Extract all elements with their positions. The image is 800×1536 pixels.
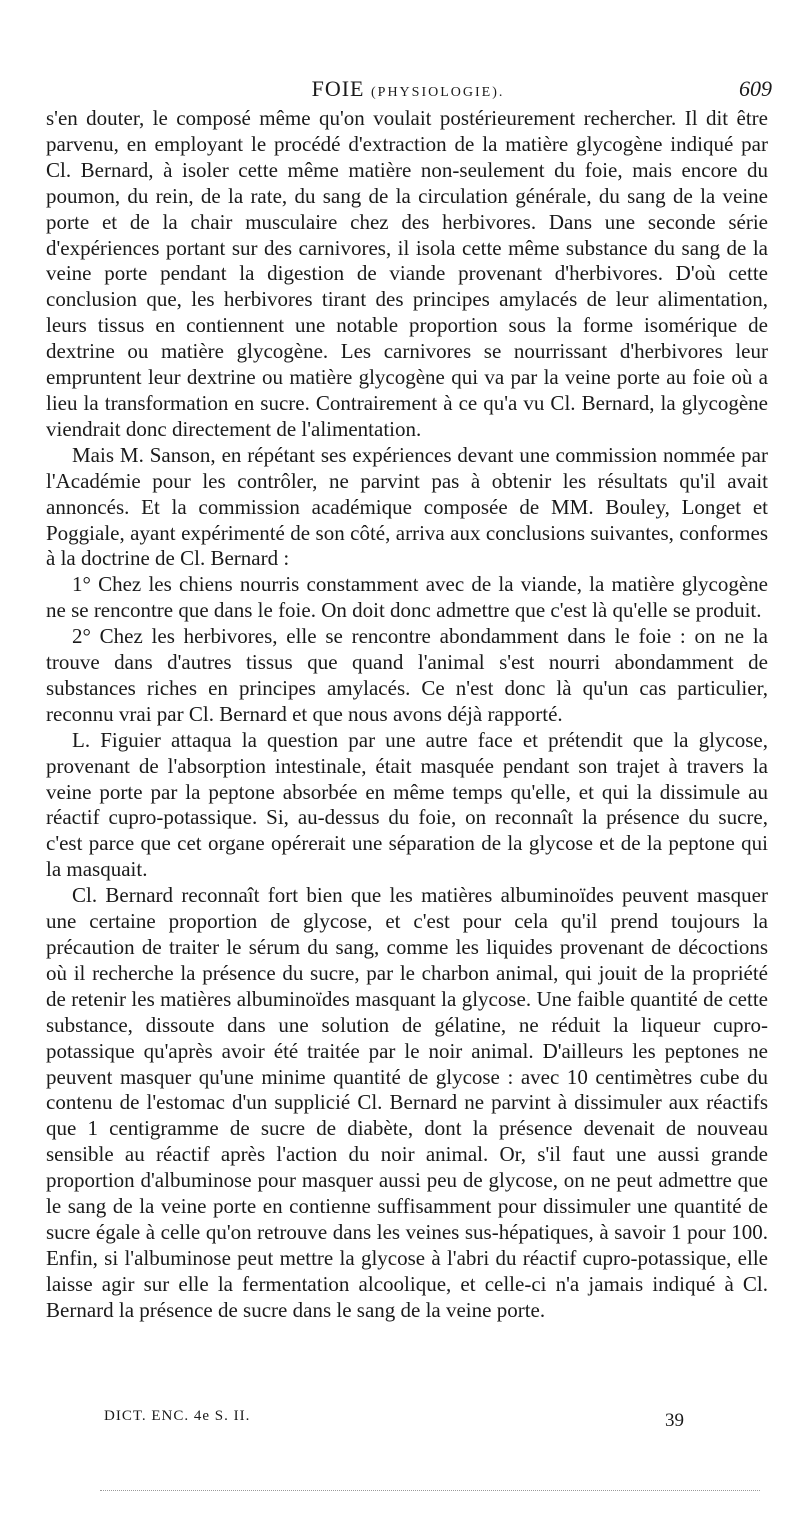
dotted-rule [100, 1490, 760, 1495]
page-footer [104, 1408, 684, 1434]
body-text [46, 106, 768, 1324]
signature-mark: DICT. ENC. 4e S. II. [104, 1408, 251, 1424]
page-number: 609 [739, 76, 772, 101]
paragraph: L. Figuier attaqua la question par une autre face et prétendit que la glycose, provenant de l'absorption intestinale, était masquée pendant son trajet à travers la veine porte par la peptone absorbée en même temps qu'elle, et qui la dissimule au réactif cupro-potassique. Si, au-dessus du foie, on reconnaît la présence du sucre, c'est parce que cet organe opérerait une séparation de la glycose et de la peptone qui la masquait. [46, 727, 768, 882]
paragraph: 1° Chez les chiens nourris constamment avec de la viande, la matière glycogène ne se rencontre que dans le foie. On doit donc admettre que c'est là qu'elle se produit. [46, 572, 768, 623]
running-header [44, 76, 772, 106]
header-title [44, 76, 772, 102]
paragraph: Mais M. Sanson, en répétant ses expériences devant une commission nommée par l'Académie pour les contrôler, ne parvint pas à obtenir les résultats qu'il avait annoncés. Et la commission académique composée de MM. Bouley, Longet et Poggiale, ayant expérimenté de son côté, arriva aux conclusions suivantes, conformes à la doctrine de Cl. Bernard : [46, 442, 768, 571]
paragraph: 2° Chez les herbivores, elle se rencontre abondamment dans le foie : on ne la trouve dans d'autres tissus que quand l'animal s'est nourri abondamment de substances riches en principes amylacés. Ce n'est donc là qu'un cas particulier, reconnu vrai par Cl. Bernard et que nous avons déjà rapporté. [46, 624, 768, 726]
header-title-main: FOIE [311, 76, 365, 101]
header-title-sub: (PHYSIOLOGIE). [371, 85, 505, 100]
paragraph: s'en douter, le composé même qu'on voulait postérieurement rechercher. Il dit être parvenu, en employant le procédé d'extraction de la matière glycogène indiqué par Cl. Bernard, à isoler cette même matière non-seulement du foie, mais encore du poumon, du rein, de la rate, du sang de la circulation générale, du sang de la veine porte et de la chair musculaire chez des herbivores. Dans une seconde série d'expériences portant sur des carnivores, il isola cette même substance du sang de la veine porte pendant la digestion de viande provenant d'herbivores. D'où cette conclusion que, les herbivores tirant des principes amylacés de leur alimentation, leurs tissus en contiennent une notable proportion sous la forme isomérique de dextrine ou matière glycogène. Les carnivores se nourrissant d'herbivores leur empruntent leur dextrine ou matière glycogène qui va par la veine porte au foie où a lieu la transformation en sucre. Contrairement à ce qu'a vu Cl. Bernard, la glycogène viendrait donc directement de l'alimentation. [46, 106, 768, 441]
paragraph: Cl. Bernard reconnaît fort bien que les matières albuminoïdes peuvent masquer une certaine proportion de glycose, et c'est pour cela qu'il prend toujours la précaution de traiter le sérum du sang, comme les liquides provenant de décoctions où il recherche la présence du sucre, par le charbon animal, qui jouit de la propriété de retenir les matières albuminoïdes masquant la glycose. Une faible quantité de cette substance, dissoute dans une solution de gélatine, ne réduit la liqueur cupro-potassique qu'après avoir été traitée par le noir animal. D'ailleurs les peptones ne peuvent masquer qu'une minime quantité de glycose : avec 10 centimètres cube du contenu de l'estomac d'un supplicié Cl. Bernard ne parvint à dissimuler aux réactifs que 1 centigramme de sucre de diabète, dont la présence devenait de nouveau sensible au réactif après l'action du noir animal. Or, s'il faut une aussi grande proportion d'albuminose pour masquer aussi peu de glycose, on ne peut admettre que le sang de la veine porte en contienne suffisamment pour dissimuler une quantité de sucre égale à celle qu'on retrouve dans les veines sus-hépatiques, à savoir 1 pour 100. Enfin, si l'albuminose peut mettre la glycose à l'abri du réactif cupro-potassique, elle laisse agir sur elle la fermentation alcoolique, et celle-ci n'a jamais indiqué à Cl. Bernard la présence de sucre dans le sang de la veine porte. [46, 883, 768, 1322]
signature-folio: 39 [665, 1410, 684, 1431]
